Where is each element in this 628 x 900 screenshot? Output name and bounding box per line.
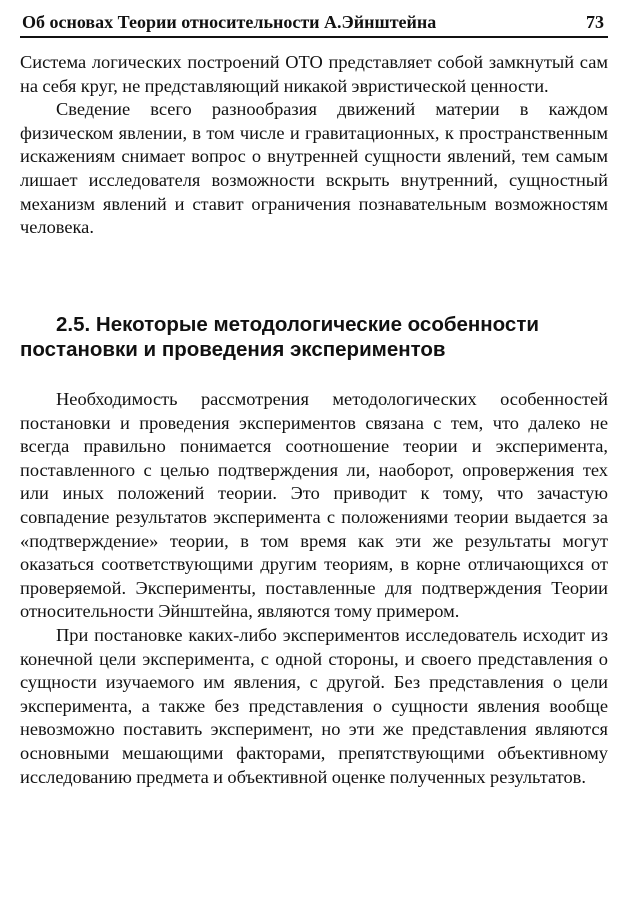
paragraph: Необходимость рассмотрения методологических особенностей постановки и проведения экспериментов связана с тем, что далеко не всегда правильно понимается соотношение теории и эксперимента, поставленного с целью подтверждения ли, наоборот, опровержения тех или иных положений теории. Это приводит к тому, что зачастую совпадение результатов эксперимента с положениями теории выдается за «подтверждение» теории, в том время как эти же результаты могут оказаться соответствующими другим теориям, в корне отличающихся от проверяемой. Эксперименты, поставленные для подтверждения Теории относительности Эйнштейна, являются тому примером. xyxy=(20,389,608,622)
section-heading-line: постановки и проведения экспериментов xyxy=(20,338,446,361)
paragraph: Сведение всего разнообразия движений материи в каждом физическом явлении, в том числе и гравитационных, к пространственным искажениям снимает вопрос о внутренней сущности явлений, тем самым лишает исследователя возможности вскрыть внутренний, сущностный механизм явлений и ставит ограничения познавательным возможностям человека. xyxy=(20,99,608,238)
body-text-block xyxy=(20,388,608,789)
paragraph: Система логических построений ОТО представляет собой замкнутый сам на себя круг, не представляющий никакой эвристической ценности. xyxy=(20,52,608,96)
section-heading-line: 2.5. Некоторые методологические особенности xyxy=(56,313,539,336)
running-header xyxy=(20,10,608,38)
running-title: Об основах Теории относительности А.Эйнштейна xyxy=(22,12,437,32)
top-text-block xyxy=(20,51,608,240)
paragraph: При постановке каких-либо экспериментов исследователь исходит из конечной цели эксперимента, с одной стороны, и своего представления о сущности изучаемого им явления, с другой. Без представления о цели эксперимента, а также без представления о сущности явления вообще невозможно поставить эксперимент, но эти же представления являются основными мешающими факторами, препятствующими объективному исследованию предмета и объективной оценке полученных результатов. xyxy=(20,624,608,787)
section-heading xyxy=(20,312,608,362)
page-number: 73 xyxy=(586,12,604,32)
